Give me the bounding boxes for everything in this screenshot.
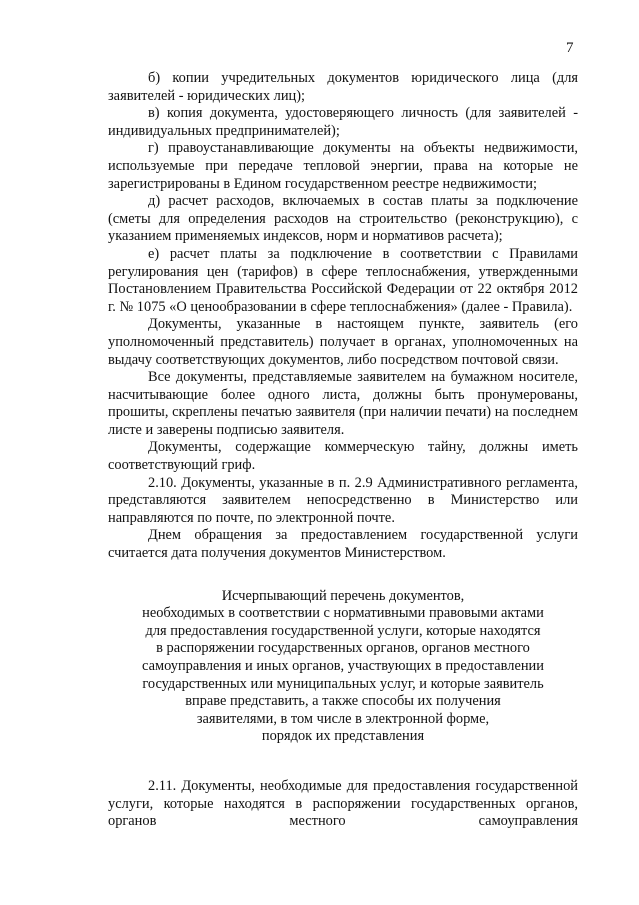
page-number: 7 bbox=[566, 40, 574, 56]
paragraph-paper-documents: Все документы, представляемые заявителем на бумажном носителе, насчитывающие более одного листа, должны быть пронумерованы, прошиты, скреплены печатью заявителя (при наличии печати) на последнем листе и заверены подписью заявителя. bbox=[108, 369, 578, 438]
section-title-line: Исчерпывающий перечень документов, bbox=[221, 587, 465, 604]
paragraph-commercial-secret: Документы, содержащие коммерческую тайну, должны иметь соответствующий гриф. bbox=[108, 439, 578, 474]
section-title-line: заявителями, в том числе в электронной форме, bbox=[196, 710, 490, 727]
paragraph-item-d: д) расчет расходов, включаемых в состав платы за подключение (сметы для определения расходов на строительство (реконструкцию), с указанием применяемых индексов, норм и нормативов расчета); bbox=[108, 193, 578, 245]
paragraph-documents-received: Документы, указанные в настоящем пункте, заявитель (его уполномоченный представитель) получает в органах, уполномоченных на выдачу соответствующих документов, либо посредством почтовой связи. bbox=[108, 316, 578, 368]
section-title-line: в распоряжении государственных органов, органов местного bbox=[156, 640, 530, 657]
paragraph-2-11: 2.11. Документы, необходимые для предоставления государственной услуги, которые находятся в распоряжении государственных органов, органов местного самоуправления bbox=[108, 777, 578, 830]
section-title-line: вправе представить, а также способы их получения bbox=[185, 693, 501, 710]
paragraph-item-e: е) расчет платы за подключение в соответствии с Правилами регулирования цен (тарифов) в сфере теплоснабжения, утвержденными Постановлением Правительства Российской Федерации от 22 октября 2012 г. № 1075 «О ценообразовании в сфере теплоснабжения» (далее - Правила). bbox=[108, 245, 578, 315]
paragraph-application-date: Днем обращения за предоставлением государственной услуги считается дата получения документов Министерством. bbox=[108, 527, 578, 562]
document-body bbox=[108, 70, 578, 831]
paragraph-item-v: в) копия документа, удостоверяющего личность (для заявителей - индивидуальных предпринимателей); bbox=[108, 105, 578, 139]
section-title-line: самоуправления и иных органов, участвующих в предоставлении bbox=[142, 658, 544, 674]
section-title bbox=[108, 588, 578, 746]
section-title-line: необходимых в соответствии с нормативными правовыми актами bbox=[142, 605, 544, 622]
section-spacer bbox=[108, 746, 578, 778]
section-title-line: для предоставления государственной услуги, которые находятся bbox=[145, 622, 541, 639]
section-title-line: государственных или муниципальных услуг, и которые заявитель bbox=[142, 675, 544, 692]
paragraph-item-g: г) правоустанавливающие документы на объекты недвижимости, используемые при передаче тепловой энергии, права на которые не зарегистрированы в Едином государственном реестре недвижимости; bbox=[108, 140, 578, 192]
paragraph-item-b: б) копии учредительных документов юридического лица (для заявителей - юридических лиц); bbox=[108, 70, 578, 104]
section-title-line: порядок их представления bbox=[261, 728, 425, 745]
paragraph-2-10: 2.10. Документы, указанные в п. 2.9 Административного регламента, представляются заявителем непосредственно в Министерство или направляются по почте, по электронной почте. bbox=[108, 474, 578, 526]
